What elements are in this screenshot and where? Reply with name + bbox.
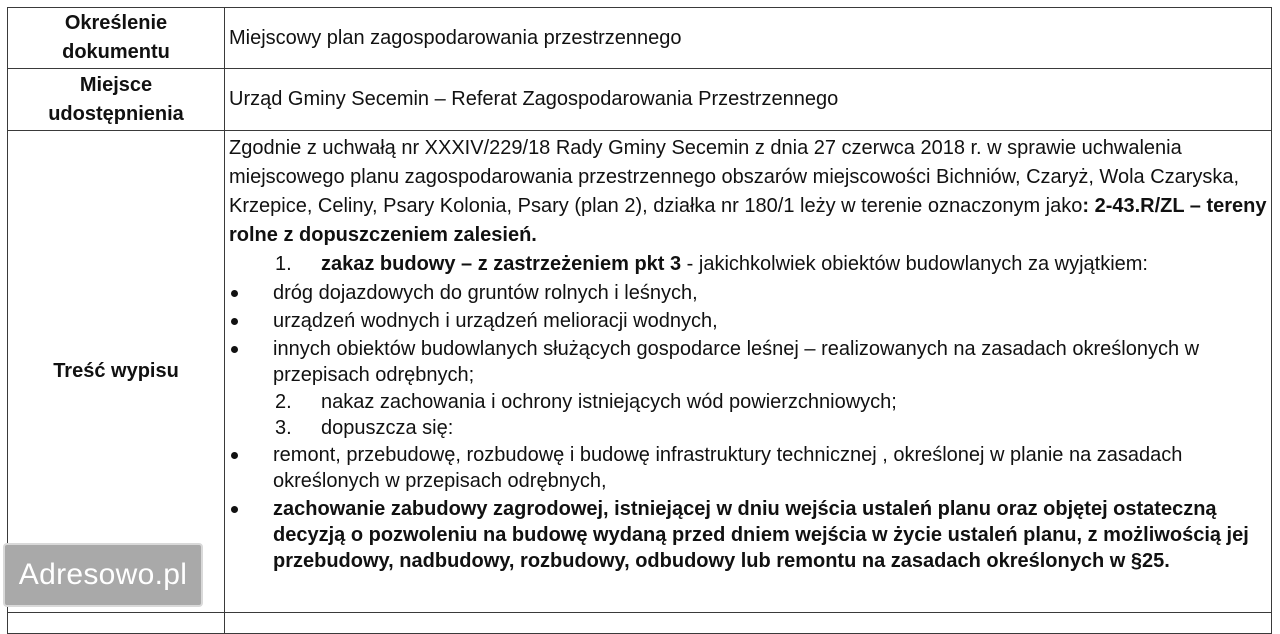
table-row-access-place: [8, 69, 1272, 131]
list-item: [229, 495, 1267, 575]
numbered-item-3: [229, 415, 1267, 441]
extract-content: [225, 131, 1272, 613]
list-item-text: zachowanie zabudowy zagrodowej, istniejącej w dniu wejścia ustaleń planu oraz objętej ostateczną decyzją o pozwoleniu na budowę wydaną przed dniem wejścia w życie ustaleń planu, z możliwością jej przebudowy, nadbudowy, rozbudowy, odbudowy lub remontu na zasadach określonych w §25.: [273, 498, 1249, 572]
bullet-icon: [229, 308, 273, 334]
value-continued: [225, 613, 1272, 634]
item-number: 2.: [275, 391, 292, 413]
bullet-icon: [229, 336, 273, 388]
value-document-type: Miejscowy plan zagospodarowania przestrzennego: [225, 8, 1272, 69]
label-line: Miejsce: [79, 73, 153, 96]
label-access-place: [8, 69, 225, 131]
item-text: dopuszcza się:: [321, 417, 454, 439]
list-item-text: remont, przebudowę, rozbudowę i budowę infrastruktury technicznej , określonej w planie na zasadach określonych w przepisach odrębnych,: [273, 444, 1183, 492]
zone-designation: : 2-43.R/ZL – tereny rolne z dopuszczeniem zalesień.: [229, 195, 1267, 246]
bullet-icon: [229, 496, 273, 574]
list-item-text: dróg dojazdowych do gruntów rolnych i leśnych,: [273, 282, 698, 304]
watermark-logo: Adresowo.pl: [3, 543, 203, 607]
list-item: [229, 279, 1267, 307]
value-access-place: Urząd Gminy Secemin – Referat Zagospodarowania Przestrzennego: [225, 69, 1272, 131]
table-row-extract-content: [8, 131, 1272, 613]
label-line: udostępnienia: [48, 102, 184, 125]
item-bold-text: zakaz budowy – z zastrzeżeniem pkt 3: [321, 253, 682, 275]
list-item-text: urządzeń wodnych i urządzeń melioracji wodnych,: [273, 310, 718, 332]
item-text: nakaz zachowania i ochrony istniejących wód powierzchniowych;: [321, 391, 897, 413]
numbered-item-1: [229, 250, 1267, 279]
list-item: [229, 307, 1267, 335]
label-document-type: [8, 8, 225, 69]
table-row-continued: [8, 613, 1272, 634]
label-line: Określenie: [64, 12, 168, 34]
list-item: [229, 335, 1267, 389]
item-number: 3.: [275, 417, 292, 439]
label-continued: [8, 613, 225, 634]
item-number: 1.: [275, 253, 292, 275]
document-extract-table: [7, 7, 1272, 634]
bullet-icon: [229, 442, 273, 494]
bullet-icon: [229, 280, 273, 306]
intro-paragraph: [229, 134, 1267, 250]
table-row-document-type: [8, 8, 1272, 69]
item-text: - jakichkolwiek obiektów budowlanych za wyjątkiem:: [681, 253, 1148, 275]
intro-text: Zgodnie z uchwałą nr XXXIV/229/18 Rady Gminy Secemin z dnia 27 czerwca 2018 r. w sprawie uchwalenia miejscowego planu zagospodarowania przestrzennego obszarów miejscowości Bichniów, Czaryż, Wola Czaryska, Krzepice, Celiny, Psary Kolonia, Psary (plan 2), działka nr 180/1 leży w terenie oznaczonym jako: [229, 137, 1240, 217]
label-extract-content: Treść wypisu: [8, 131, 225, 613]
numbered-item-2: [229, 389, 1267, 415]
label-line: dokumentu: [62, 41, 170, 63]
list-item-text: innych obiektów budowlanych służących gospodarce leśnej – realizowanych na zasadach określonych w przepisach odrębnych;: [273, 338, 1200, 386]
list-item: [229, 441, 1267, 495]
